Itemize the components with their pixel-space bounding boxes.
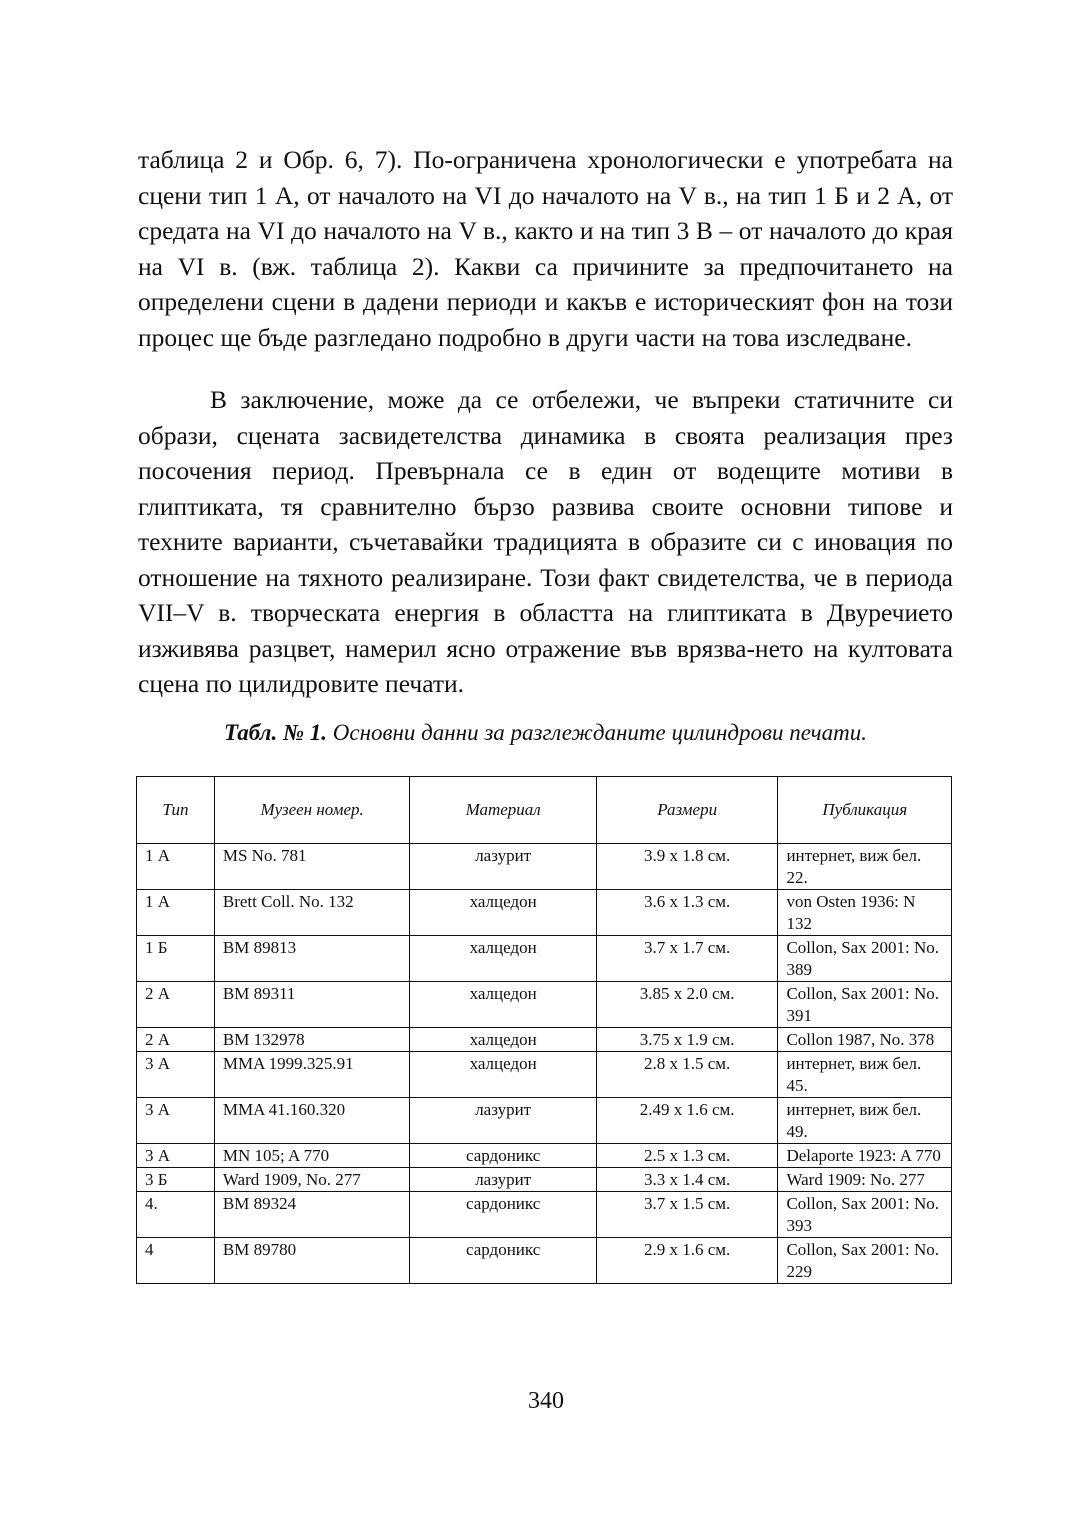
cell-dimensions: 2.5 х 1.3 см. (596, 1144, 778, 1168)
cell-dimensions: 2.8 х 1.5 см. (596, 1052, 778, 1098)
cell-museum-number: Ward 1909, No. 277 (214, 1168, 410, 1192)
header-dimensions: Размери (596, 777, 778, 844)
cell-museum-number: BM 89813 (214, 936, 410, 982)
table-row (137, 1098, 952, 1144)
cell-type: 2 А (137, 1028, 215, 1052)
table-caption-label: Табл. № 1. (224, 720, 327, 745)
cell-dimensions: 2.49 х 1.6 см. (596, 1098, 778, 1144)
cell-material: сардоникс (410, 1192, 596, 1238)
table-header-row (137, 777, 952, 844)
header-museum-number: Музеен номер. (214, 777, 410, 844)
cell-museum-number: BM 89780 (214, 1238, 410, 1284)
cell-publication: Collon, Sax 2001: No. 229 (778, 1238, 952, 1284)
cell-museum-number: MS No. 781 (214, 844, 410, 890)
table-row (137, 1028, 952, 1052)
cell-dimensions: 3.7 х 1.5 см. (596, 1192, 778, 1238)
table-caption (138, 720, 953, 746)
cell-publication: Collon, Sax 2001: No. 391 (778, 982, 952, 1028)
seals-table (136, 776, 952, 1284)
cell-material: халцедон (410, 936, 596, 982)
table-row (137, 890, 952, 936)
header-material: Материал (410, 777, 596, 844)
table-caption-text: Основни данни за разглежданите цилиндрови печати. (327, 720, 867, 745)
cell-type: 2 А (137, 982, 215, 1028)
cell-publication: Collon 1987, No. 378 (778, 1028, 952, 1052)
header-publication: Публикация (778, 777, 952, 844)
cell-publication: Collon, Sax 2001: No. 393 (778, 1192, 952, 1238)
cell-museum-number: BM 89311 (214, 982, 410, 1028)
table-row (137, 982, 952, 1028)
cell-publication: интернет, виж бел. 45. (778, 1052, 952, 1098)
cell-material: сардоникс (410, 1238, 596, 1284)
cell-type: 3 А (137, 1052, 215, 1098)
table-row (137, 1192, 952, 1238)
cell-museum-number: MMA 41.160.320 (214, 1098, 410, 1144)
cell-dimensions: 3.6 х 1.3 см. (596, 890, 778, 936)
table-row (137, 936, 952, 982)
cell-type: 3 А (137, 1144, 215, 1168)
cell-publication: интернет, виж бел. 49. (778, 1098, 952, 1144)
cell-material: халцедон (410, 982, 596, 1028)
cell-type: 4. (137, 1192, 215, 1238)
cell-type: 4 (137, 1238, 215, 1284)
table-row (137, 1168, 952, 1192)
table-row (137, 1052, 952, 1098)
cell-material: лазурит (410, 1168, 596, 1192)
cell-material: сардоникс (410, 1144, 596, 1168)
cell-material: лазурит (410, 1098, 596, 1144)
cell-dimensions: 3.3 х 1.4 см. (596, 1168, 778, 1192)
cell-museum-number: MMA 1999.325.91 (214, 1052, 410, 1098)
cell-type: 3 Б (137, 1168, 215, 1192)
cell-museum-number: BM 89324 (214, 1192, 410, 1238)
cell-museum-number: Brett Coll. No. 132 (214, 890, 410, 936)
cell-dimensions: 3.9 х 1.8 см. (596, 844, 778, 890)
cell-dimensions: 3.7 х 1.7 см. (596, 936, 778, 982)
body-paragraph-1: таблица 2 и Обр. 6, 7). По-ограничена хронологически е употребата на сцени тип 1 А, от началото на VI до началото на V в., на тип 1 Б и 2 А, от средата на VI до началото на V в., както и на тип 3 В – от началото до края на VI в. (вж. таблица 2). Какви са причините за предпочитането на определени сцени в дадени периоди и какъв е историческият фон на този процес ще бъде разгледано подробно в други части на това изследване. (138, 145, 953, 352)
cell-museum-number: BM 132978 (214, 1028, 410, 1052)
header-type: Тип (137, 777, 215, 844)
body-paragraph-2: В заключение, може да се отбележи, че въпреки статичните си образи, сцената засвидетелства динамика в своята реализация през посочения период. Превърнала се в един от водещите мотиви в глиптиката, тя сравнително бързо развива своите основни типове и техните варианти, съчетавайки традицията в образите си с иновация по отношение на тяхното реализиране. Този факт свидетелства, че в периода VII–V в. творческата енергия в областта на глиптиката в Двуречието изживява разцвет, намерил ясно отражение във врязва-нето на култовата сцена по цилидровите печати. (138, 385, 953, 698)
cell-publication: Collon, Sax 2001: No. 389 (778, 936, 952, 982)
table-row (137, 1238, 952, 1284)
cell-material: халцедон (410, 890, 596, 936)
cell-type: 3 А (137, 1098, 215, 1144)
cell-dimensions: 2.9 х 1.6 см. (596, 1238, 778, 1284)
cell-type: 1 А (137, 844, 215, 890)
page-number: 340 (528, 1388, 564, 1414)
cell-dimensions: 3.85 х 2.0 см. (596, 982, 778, 1028)
table-row (137, 1144, 952, 1168)
cell-material: лазурит (410, 844, 596, 890)
cell-dimensions: 3.75 х 1.9 см. (596, 1028, 778, 1052)
cell-publication: Ward 1909: No. 277 (778, 1168, 952, 1192)
cell-material: халцедон (410, 1052, 596, 1098)
cell-museum-number: MN 105; A 770 (214, 1144, 410, 1168)
table-row (137, 844, 952, 890)
cell-type: 1 Б (137, 936, 215, 982)
cell-material: халцедон (410, 1028, 596, 1052)
cell-publication: von Osten 1936: N 132 (778, 890, 952, 936)
cell-type: 1 А (137, 890, 215, 936)
cell-publication: интернет, виж бел. 22. (778, 844, 952, 890)
cell-publication: Delaporte 1923: A 770 (778, 1144, 952, 1168)
